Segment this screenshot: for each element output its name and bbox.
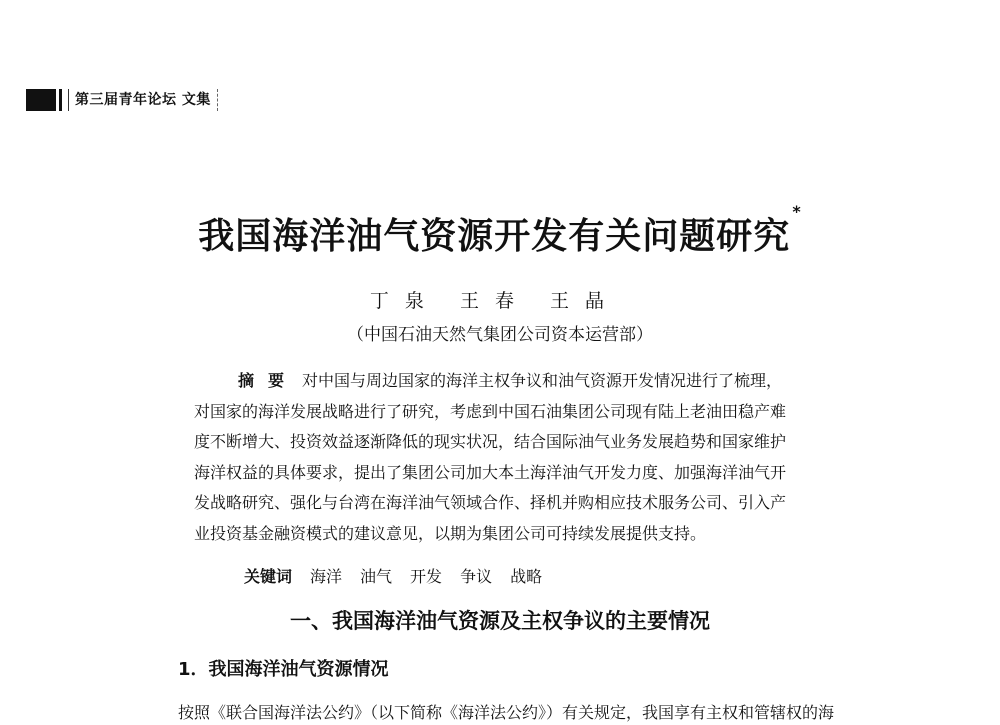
running-header [26,88,218,112]
author-affiliation: （中国石油天然气集团公司资本运营部） [347,325,653,345]
keywords-label: 关键词 [244,567,293,586]
paper-title-text: 我国海洋油气资源开发有关问题研究 [198,216,791,257]
abstract-line: 度不断增大、投资效益逐渐降低的现实状况，结合国际油气业务发展趋势和国家维护 [194,432,787,451]
subsection-heading: 1．我国海洋油气资源情况 [178,659,389,680]
title-footnote-mark: * [792,202,802,221]
author-name: 王晶 [550,290,621,312]
keyword: 争议 [460,567,493,586]
abstract-label: 摘要 [238,371,299,390]
abstract-text: 对中国与周边国家的海洋主权争议和油气资源开发情况进行了梳理， [302,371,783,390]
abstract-line: 业投资基金融资模式的建议意见，以期为集团公司可持续发展提供支持。 [194,523,707,543]
keyword: 战略 [510,567,543,586]
author-name: 王春 [459,290,530,312]
abstract-line: 发战略研究、强化与台湾在海洋油气领域合作、择机并购相应技术服务公司、引入产 [194,493,787,512]
keywords [244,564,542,587]
keyword: 油气 [360,567,393,586]
author-list [0,286,1000,313]
keyword: 开发 [410,567,443,586]
paper-title [0,202,1000,259]
section-heading: 一、我国海洋油气资源及主权争议的主要情况 [290,609,710,633]
header-black-block [26,89,56,111]
abstract-line [194,366,834,397]
abstract [194,366,834,549]
author-name: 丁泉 [369,290,440,312]
abstract-line: 海洋权益的具体要求，提出了集团公司加大本土海洋油气开发力度、加强海洋油气开 [194,462,787,482]
header-thin-bar [59,89,62,111]
header-label: 第三届青年论坛 文集 [68,89,218,111]
body-paragraph: 按照《联合国海洋法公约》（以下简称《海洋法公约》）有关规定，我国享有主权和管辖权的海 [178,703,835,722]
abstract-line: 对国家的海洋发展战略进行了研究，考虑到中国石油集团公司现有陆上老油田稳产难 [194,401,787,421]
keyword: 海洋 [310,567,343,586]
